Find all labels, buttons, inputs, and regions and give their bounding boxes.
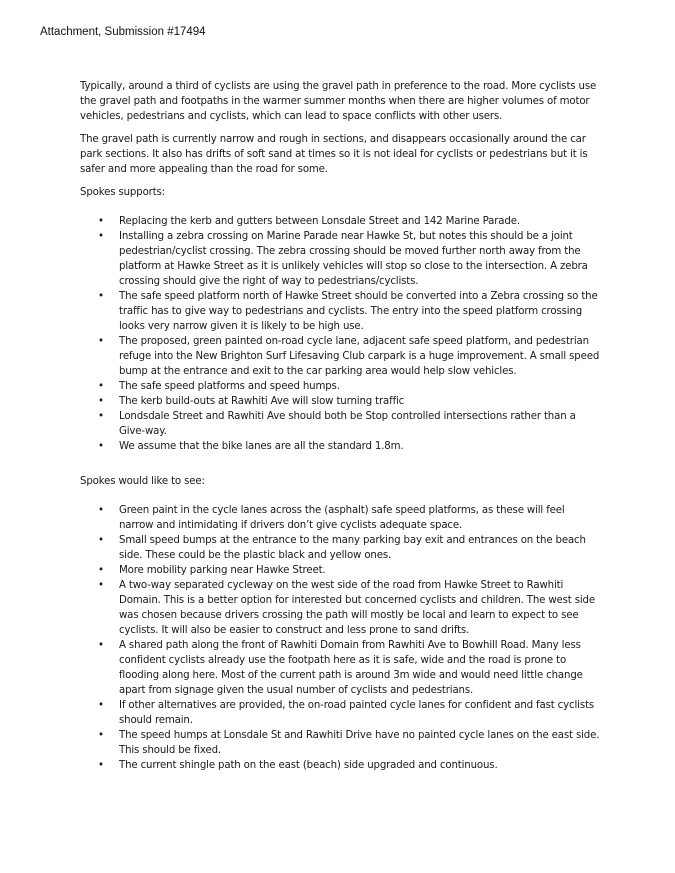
list-item (80, 394, 600, 409)
bullet-icon: • (98, 730, 104, 741)
list-item (80, 578, 600, 638)
list-item-text: The current shingle path on the east (beach) side upgraded and continuous. (119, 760, 498, 771)
list-item-text: Londsdale Street and Rawhiti Ave should both be Stop controlled intersections rather than a Give-way. (119, 411, 576, 437)
bullet-icon: • (98, 700, 104, 711)
list-item (80, 698, 600, 728)
bullet-icon: • (98, 396, 104, 407)
list-item (80, 638, 600, 698)
list-item-text: A shared path along the front of Rawhiti Domain from Rawhiti Ave to Bowhill Road. Many less confident cyclists already use the footpath here as it is safe, wide and the road is prone to flooding along here. Most of the current path is around 3m wide and would need little change apart from signage given the usual number of cyclists and pedestrians. (119, 640, 583, 696)
list-item-text: Green paint in the cycle lanes across the (asphalt) safe speed platforms, as these will feel narrow and intimidating if drivers don’t give cyclists adequate space. (119, 505, 565, 531)
bullet-icon: • (98, 231, 104, 242)
list-item (80, 439, 600, 454)
list-item-text: The safe speed platform north of Hawke Street should be converted into a Zebra crossing so the traffic has to give way to pedestrians and cyclists. The entry into the speed platform crossing looks very narrow given it is likely to be high use. (119, 291, 598, 332)
list-item-text: The safe speed platforms and speed humps. (119, 381, 340, 392)
list-item-text: Replacing the kerb and gutters between Lonsdale Street and 142 Marine Parade. (119, 216, 520, 227)
list-item (80, 409, 600, 439)
list-item (80, 214, 600, 229)
bullet-icon: • (98, 505, 104, 516)
list-item (80, 334, 600, 379)
list-item-text: The kerb build-outs at Rawhiti Ave will slow turning traffic (119, 396, 405, 407)
bullet-icon: • (98, 291, 104, 302)
list-item-text: The speed humps at Lonsdale St and Rawhiti Drive have no painted cycle lanes on the east side. This should be fixed. (119, 730, 600, 756)
list-item (80, 728, 600, 758)
list-item (80, 503, 600, 533)
list-item-text: If other alternatives are provided, the on-road painted cycle lanes for confident and fast cyclists should remain. (119, 700, 594, 726)
list-item (80, 229, 600, 289)
list-item-text: We assume that the bike lanes are all the standard 1.8m. (119, 441, 404, 452)
list-item (80, 379, 600, 394)
list-item (80, 563, 600, 578)
list-item-text: A two-way separated cycleway on the west side of the road from Hawke Street to Rawhiti Domain. This is a better option for interested but concerned cyclists and children. The west side was chosen because drivers crossing the path will mostly be local and learn to expect to see cyclists. It will also be easier to construct and less prone to sand drifts. (119, 580, 595, 636)
paragraph-gravel-path: The gravel path is currently narrow and rough in sections, and disappears occasionally around the car park sections. It also has drifts of soft sand at times so it is not ideal for cyclists or pedestrians but it is safer and more appealing than the road for some. (80, 134, 588, 175)
list-item-text: The proposed, green painted on-road cycle lane, adjacent safe speed platform, and pedestrian refuge into the New Brighton Surf Lifesaving Club carpark is a huge improvement. A small speed bump at the entrance and exit to the car parking area would help slow vehicles. (119, 336, 600, 377)
list-item (80, 289, 600, 334)
list-item (80, 533, 600, 563)
supports-heading: Spokes supports: (80, 187, 165, 198)
bullet-icon: • (98, 580, 104, 591)
supports-list (80, 214, 600, 454)
bullet-icon: • (98, 535, 104, 546)
paragraph-cyclist-usage: Typically, around a third of cyclists are using the gravel path in preference to the road. More cyclists use the gravel path and footpaths in the warmer summer months when there are higher volumes of motor vehicles, pedestrians and cyclists, which can lead to space conflicts with other users. (80, 81, 597, 122)
bullet-icon: • (98, 216, 104, 227)
document-body (80, 79, 600, 773)
list-item (80, 758, 600, 773)
attachment-header: Attachment, Submission #17494 (40, 26, 206, 38)
list-item-text: Small speed bumps at the entrance to the many parking bay exit and entrances on the beach side. These could be the plastic black and yellow ones. (119, 535, 586, 561)
bullet-icon: • (98, 411, 104, 422)
wishes-list (80, 503, 600, 773)
bullet-icon: • (98, 441, 104, 452)
bullet-icon: • (98, 336, 104, 347)
list-item-text: More mobility parking near Hawke Street. (119, 565, 326, 576)
bullet-icon: • (98, 565, 104, 576)
list-item-text: Installing a zebra crossing on Marine Parade near Hawke St, but notes this should be a joint pedestrian/cyclist crossing. The zebra crossing should be moved further north away from the platform at Hawke Street as it is unlikely vehicles will stop so close to the intersection. A zebra crossing should give the right of way to pedestrians/cyclists. (119, 231, 588, 287)
bullet-icon: • (98, 381, 104, 392)
wishes-heading: Spokes would like to see: (80, 476, 205, 487)
bullet-icon: • (98, 640, 104, 651)
bullet-icon: • (98, 760, 104, 771)
